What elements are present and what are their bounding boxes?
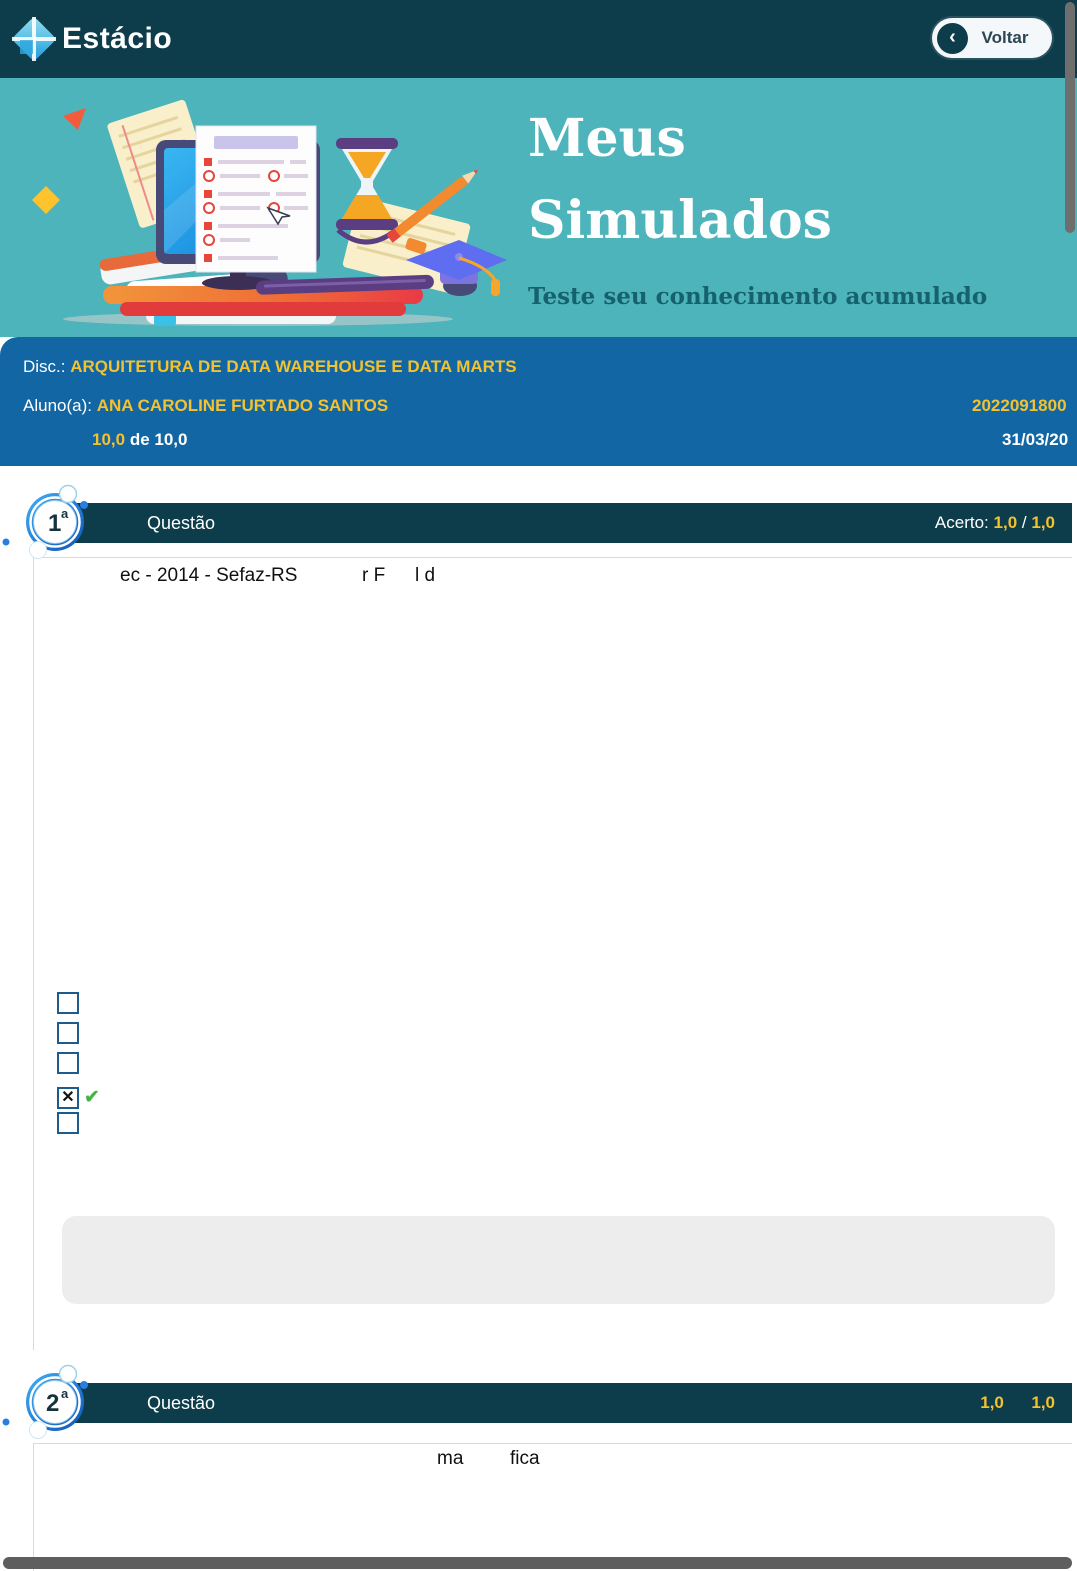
option-checkbox-1[interactable] <box>57 992 79 1014</box>
vertical-scrollbar-thumb[interactable] <box>1065 2 1075 233</box>
question-label: Questão <box>147 1392 216 1413</box>
student-label: Aluno(a): <box>23 396 92 415</box>
test-sheet <box>196 126 316 272</box>
banner <box>0 78 1077 337</box>
question-2-number-badge <box>0 1364 92 1444</box>
question-label: Questão <box>147 512 216 533</box>
question-2-text-fragment: fica <box>510 1448 540 1469</box>
checked-x-icon: ✕ <box>61 1089 75 1106</box>
page-title <box>528 98 832 262</box>
question-2-header <box>75 1383 1072 1423</box>
question-1-number-badge <box>0 484 92 564</box>
question-1-score <box>935 513 1055 533</box>
discipline-label: Disc.: <box>23 357 66 376</box>
answer-explanation-box <box>62 1216 1055 1304</box>
option-checkbox-2[interactable] <box>57 1022 79 1044</box>
score-obtained: 1,0 <box>980 1393 1004 1412</box>
acerto-label: Acerto: <box>934 513 989 532</box>
option-checkbox-4-checked[interactable] <box>57 1087 79 1109</box>
svg-text:a: a <box>61 506 69 521</box>
student-name: ANA CAROLINE FURTADO SANTOS <box>96 396 389 415</box>
question-1-text-fragment: ec - 2014 - Sefaz-RS <box>120 565 298 586</box>
question-1-header <box>75 503 1072 543</box>
exam-info-bar <box>0 337 1077 466</box>
back-chevron-icon: ‹ <box>937 23 968 54</box>
question-2-score <box>980 1393 1055 1413</box>
simulados-illustration <box>8 90 508 330</box>
matricula-value: 2022091800 <box>972 396 1067 415</box>
discipline-value: ARQUITETURA DE DATA WAREHOUSE E DATA MARTS <box>70 357 517 376</box>
option-checkbox-3[interactable] <box>57 1052 79 1074</box>
svg-text:2: 2 <box>46 1390 60 1417</box>
question-2-text-fragment: ma <box>437 1448 464 1469</box>
score-row <box>92 430 187 450</box>
question-2-body <box>33 1443 1072 1571</box>
option-checkbox-5[interactable] <box>57 1112 79 1134</box>
score-total: 1,0 <box>1031 1393 1055 1412</box>
exam-date: 31/03/20 <box>1002 430 1069 449</box>
student-row <box>23 396 388 416</box>
discipline-row <box>23 357 517 377</box>
svg-text:1: 1 <box>48 510 62 537</box>
horizontal-scrollbar-thumb[interactable] <box>3 1557 1072 1569</box>
score-obtained: 10,0 <box>92 430 126 449</box>
back-button[interactable] <box>932 18 1052 58</box>
question-1-text-fragment: l d <box>415 565 436 586</box>
brand-name: Estácio <box>62 22 173 55</box>
score-separator: / <box>1021 513 1027 532</box>
estacio-logo-icon <box>10 15 58 63</box>
top-header <box>0 0 1077 78</box>
question-1-text-fragment: r F <box>362 565 386 586</box>
confetti <box>32 186 60 214</box>
page-title-line2: Simulados <box>528 190 832 251</box>
hourglass-icon <box>336 138 398 242</box>
page-title-line1: Meus <box>528 108 686 169</box>
back-button-label: Voltar <box>981 28 1029 47</box>
score-obtained: 1,0 <box>993 513 1018 532</box>
page-subtitle: Teste seu conhecimento acumulado <box>528 283 988 310</box>
score-total: de 10,0 <box>129 430 188 449</box>
svg-text:a: a <box>61 1386 69 1401</box>
correct-answer-check-icon: ✔ <box>84 1087 100 1108</box>
confetti <box>63 108 86 130</box>
score-total: 1,0 <box>1031 513 1055 532</box>
